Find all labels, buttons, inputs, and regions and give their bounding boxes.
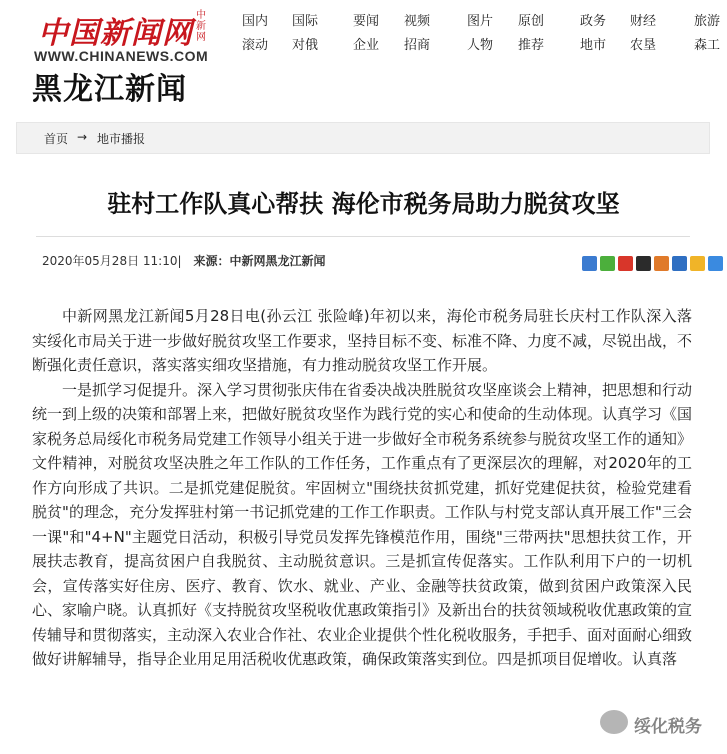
nav-column xyxy=(630,10,690,58)
nav-link[interactable]: 原创 xyxy=(518,14,545,29)
site-logo[interactable] xyxy=(30,6,230,107)
article-paragraph: 一是抓学习促提升。深入学习贯彻张庆伟在省委决战决胜脱贫攻坚座谈会上精神，把思想和行动统一到上级的决策和部署上来，把做好脱贫攻坚作为践行党的实心和使命的生动体现。认真学习《国家税务总局绥化市税务局党建工作领导小组关于进一步做好全市税务系统参与脱贫攻坚工作的通知》文件精神，对脱贫攻坚决胜之年工作队的工作任务，工作重点有了更深层次的理解，对2020年的工作方向形成了共识。二是抓党建促脱贫。牢固树立"围绕扶贫抓党建，抓好党建促扶贫，检验党建看脱贫"的理念，充分发挥驻村第一书记抓党建的工作工作职责。工作队与村党支部认真开展工作"三会一课"和"4+N"主题党日活动，积极引导党员发挥先锋模范作用，围绕"三带两扶"思想扶贫工作，开展扶志教育，提高贫困户自我脱贫、主动脱贫意识。三是抓宣传促落实。工作队利用下户的一切机会，宣传落实好住房、医疗、教育、饮水、就业、产业、金融等扶贫政策，做到贫困户政策深入民心、家喻户晓。认真抓好《支持脱贫攻坚税收优惠政策指引》及新出台的扶贫领域税收优惠政策的宣传辅导和贯彻落实，主动深入农业合作社、农业企业提供个性化税收服务，手把手、面对面耐心细致做好讲解辅导，指导企业用足用活税收优惠政策，确保政策落实到位。四是抓项目促增收。认真落 xyxy=(32,380,693,668)
watermark-text: 绥化税务 xyxy=(634,717,702,737)
logo-side-text: 中新网 xyxy=(196,10,206,43)
nav-link[interactable]: 要闻 xyxy=(353,14,380,29)
nav-link[interactable]: 政务 xyxy=(580,14,607,29)
more-share-icon[interactable] xyxy=(708,256,723,271)
article-title: 驻村工作队真心帮扶 海伦市税务局助力脱贫攻坚 xyxy=(107,190,620,218)
nav-link[interactable]: 推荐 xyxy=(518,38,545,53)
nav-link[interactable]: 招商 xyxy=(404,38,431,53)
nav-link[interactable]: 企业 xyxy=(353,38,380,53)
watermark xyxy=(600,708,720,738)
title-divider xyxy=(36,236,690,237)
logo-url: WWW.CHINANEWS.COM xyxy=(34,48,209,64)
meta-separator: | xyxy=(177,254,182,268)
nav-link[interactable]: 国际 xyxy=(292,14,319,29)
breadcrumb-section[interactable]: 地市播报 xyxy=(97,132,146,146)
article-meta xyxy=(42,252,326,269)
nav-link[interactable]: 地市 xyxy=(580,38,607,53)
nav-link[interactable]: 国内 xyxy=(242,14,269,29)
share-bar xyxy=(582,256,722,272)
breadcrumb-home[interactable]: 首页 xyxy=(44,132,69,146)
nav-link[interactable]: 人物 xyxy=(467,38,494,53)
nav-column xyxy=(518,10,578,58)
breadcrumb xyxy=(16,122,710,154)
nav-link[interactable]: 滚动 xyxy=(242,38,269,53)
nav-link[interactable]: 森工 xyxy=(694,38,721,53)
breadcrumb-arrow: → xyxy=(77,130,88,144)
article-date: 2020年05月28日 11:10 xyxy=(42,254,178,268)
plus-share-icon[interactable] xyxy=(582,256,597,271)
nav-column xyxy=(292,10,352,58)
qq-share-icon[interactable] xyxy=(636,256,651,271)
nav-link[interactable]: 财经 xyxy=(630,14,657,29)
nav-link[interactable]: 旅游 xyxy=(694,14,721,29)
top-nav xyxy=(242,10,727,60)
nav-link[interactable]: 农垦 xyxy=(630,38,657,53)
article-body xyxy=(32,304,692,672)
tencent-weibo-share-icon[interactable] xyxy=(654,256,669,271)
nav-link[interactable]: 视频 xyxy=(404,14,431,29)
nav-column xyxy=(404,10,464,58)
renren-share-icon[interactable] xyxy=(672,256,687,271)
site-header xyxy=(0,0,727,107)
article-source: 来源：中新网黑龙江新闻 xyxy=(193,254,326,268)
logo-region: 黑龙江新闻 xyxy=(32,72,187,107)
article-paragraph: 中新网黑龙江新闻5月28日电(孙云江 张险峰)年初以来，海伦市税务局驻长庆村工作队深入落实绥化市局关于进一步做好脱贫攻坚工作要求，坚持目标不变、标准不降、力度不减，尽锐出战，不断强化责任意识，落实落实细攻坚措施，有力推动脱贫攻坚工作开展。 xyxy=(32,307,693,374)
wechat-share-icon[interactable] xyxy=(600,256,615,271)
wechat-logo-icon xyxy=(600,710,628,734)
nav-link[interactable]: 图片 xyxy=(467,14,494,29)
weibo-share-icon[interactable] xyxy=(618,256,633,271)
nav-link[interactable]: 对俄 xyxy=(292,38,319,53)
qzone-share-icon[interactable] xyxy=(690,256,705,271)
logo-brand: 中国新闻网 xyxy=(38,16,193,51)
nav-column xyxy=(694,10,727,58)
